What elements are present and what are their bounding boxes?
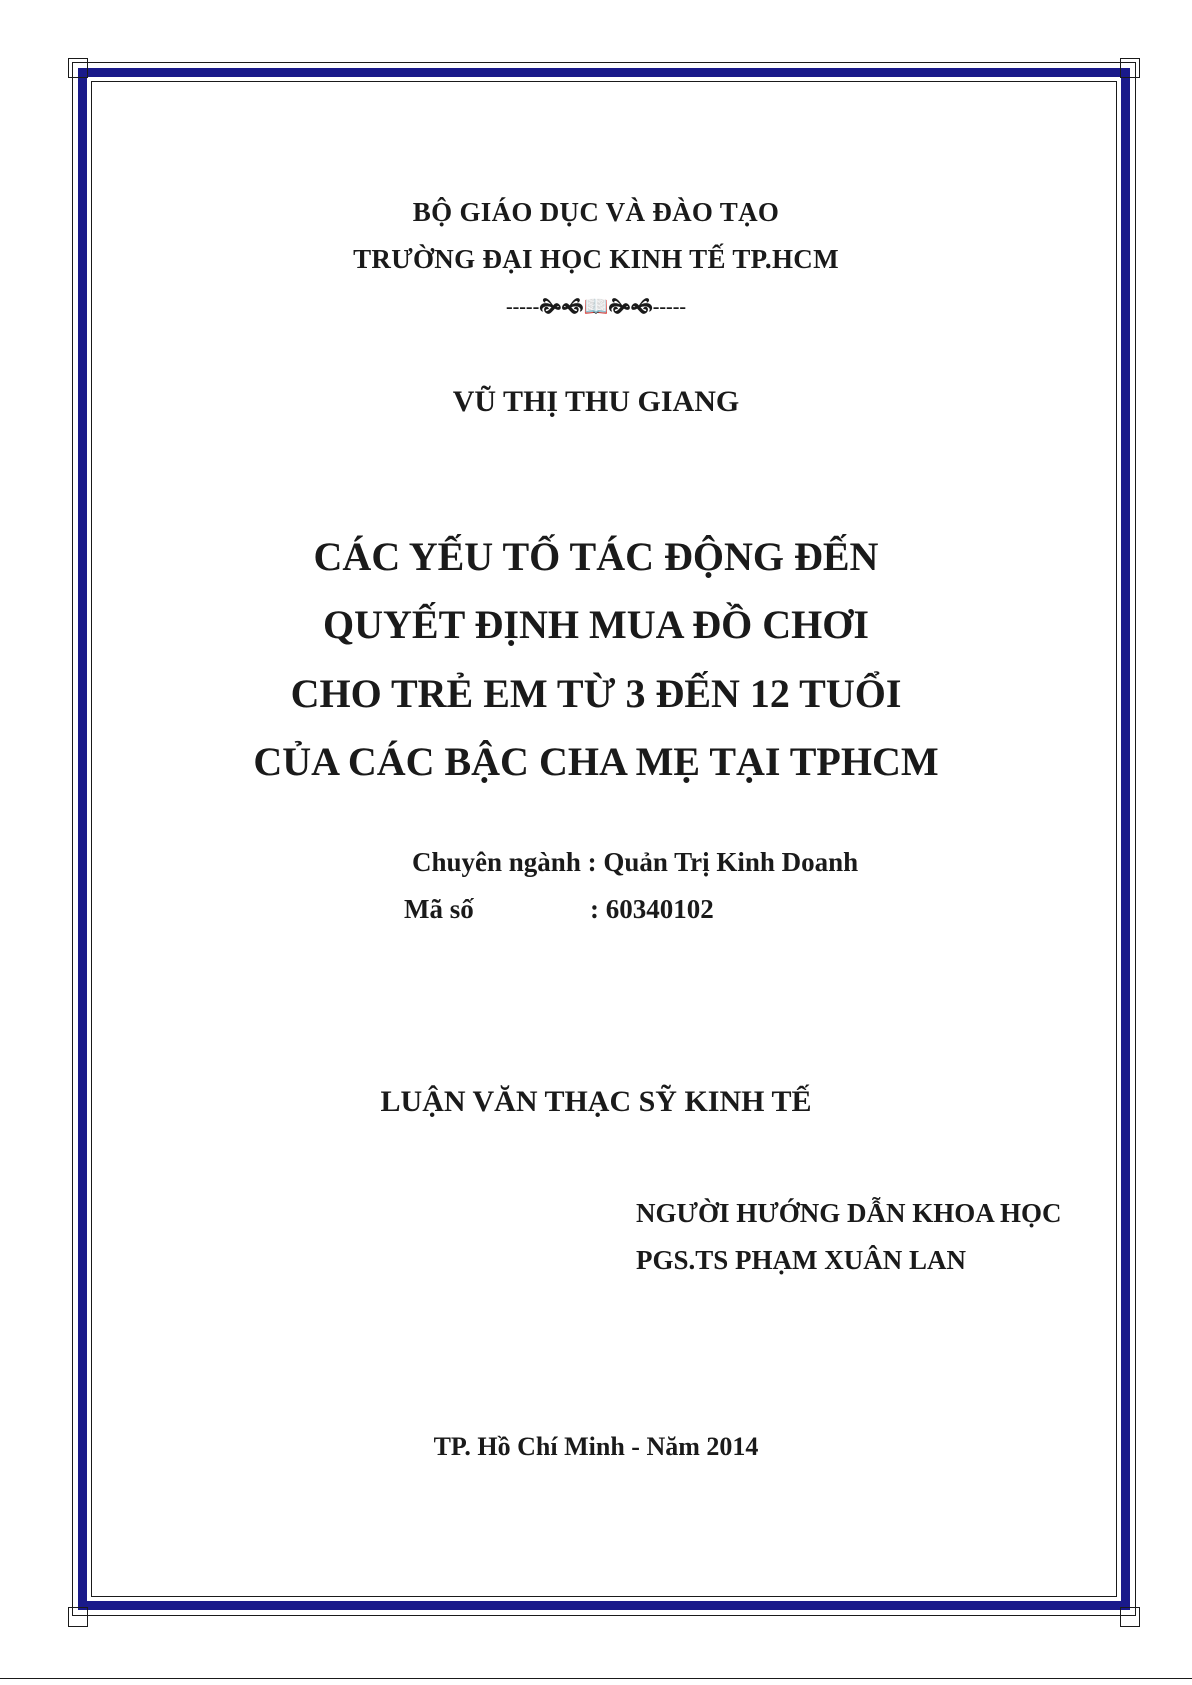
corner-top-left (68, 58, 88, 78)
thesis-title-line-2: QUYẾT ĐỊNH MUA ĐỒ CHƠI (323, 602, 869, 647)
code-label: Mã số (404, 894, 474, 924)
specialization-line: Chuyên ngành : Quản Trị Kinh Doanh (412, 847, 859, 877)
degree-title: LUẬN VĂN THẠC SỸ KINH TẾ (380, 1085, 812, 1118)
bottom-rule (0, 1678, 1192, 1679)
advisor-label: NGƯỜI HƯỚNG DẪN KHOA HỌC (636, 1198, 1062, 1228)
ornament-divider-icon: -----🙞🙜📖🙞🙜----- (505, 296, 687, 318)
corner-top-right (1120, 58, 1140, 78)
university-heading: TRƯỜNG ĐẠI HỌC KINH TẾ TP.HCM (353, 244, 839, 274)
advisor-name: PGS.TS PHẠM XUÂN LAN (636, 1245, 967, 1275)
code-value: : 60340102 (590, 894, 714, 924)
ministry-heading: BỘ GIÁO DỤC VÀ ĐÀO TẠO (412, 197, 780, 227)
corner-bottom-right (1120, 1607, 1140, 1627)
thesis-title-line-1: CÁC YẾU TỐ TÁC ĐỘNG ĐẾN (313, 534, 879, 579)
author-name: VŨ THỊ THU GIANG (452, 385, 740, 418)
place-and-year: TP. Hồ Chí Minh - Năm 2014 (433, 1432, 759, 1461)
thesis-title-line-3: CHO TRẺ EM TỪ 3 ĐẾN 12 TUỔI (290, 671, 902, 716)
corner-bottom-left (68, 1607, 88, 1627)
thesis-title-line-4: CỦA CÁC BẬC CHA MẸ TẠI TPHCM (253, 739, 939, 784)
